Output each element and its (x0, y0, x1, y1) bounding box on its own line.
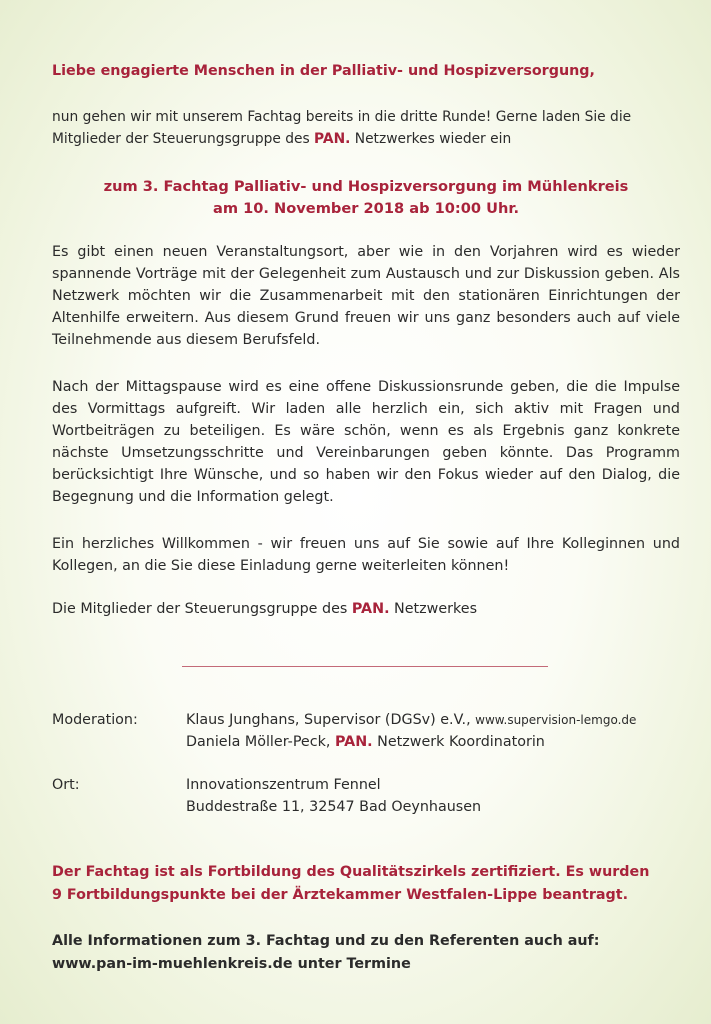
pan-logo-text: PAN. (351, 601, 390, 617)
moderator-2-role: Netzwerk Koordinatorin (372, 734, 545, 750)
moderation-label: Moderation: (52, 712, 138, 728)
intro-paragraph (52, 106, 682, 150)
event-date: am 10. November 2018 ab 10:00 Uhr. (212, 200, 520, 217)
paragraph-welcome: Ein herzliches Willkommen - wir freuen uns auf Sie sowie auf Ihre Kolleginnen und Kollegen, an die Sie diese Einladung gerne weiterleiten können! (52, 536, 680, 574)
intro-line-2 (52, 128, 682, 150)
location-label: Ort: (52, 777, 80, 793)
signature-text: Die Mitglieder der Steuerungsgruppe des (52, 601, 352, 617)
signature-end: Netzwerkes (389, 601, 478, 617)
more-info-line-1: Alle Informationen zum 3. Fachtag und zu den Referenten auch auf: (52, 933, 600, 949)
paragraph-program: Nach der Mittagspause wird es eine offene Diskussionsrunde geben, die die Impulse des Vormittags aufgreift. Wir laden alle herzlich ein, sich aktiv mit Fragen und Wortbeiträgen zu beteiligen. Es wäre schön, wenn es als Ergebnis ganz konkrete nächste Umsetzungsschritte und Vereinbarungen geben könnte. Das Programm berücksichtigt Ihre Wünsche, und so haben wir den Fokus wieder auf den Dialog, die Begegnung und die Information gelegt. (52, 379, 680, 505)
paragraph-venue: Es gibt einen neuen Veranstaltungsort, aber wie in den Vorjahren wird es wieder spannende Vorträge mit der Gelegenheit zum Austausch und zur Diskussion geben. Als Netzwerk möchten wir die Zusammenarbeit mit den stationären Einrichtungen der Altenhilfe erweitern. Aus diesem Grund freuen wir uns ganz besonders auch auf viele Teilnehmende aus diesem Berufsfeld. (52, 244, 680, 348)
intro-line-1: nun gehen wir mit unserem Fachtag bereits in die dritte Runde! Gerne laden Sie die (52, 109, 632, 125)
pan-logo-text: PAN. (334, 734, 373, 750)
more-info (52, 930, 692, 976)
moderator-2-name: Daniela Möller-Peck, (186, 734, 335, 750)
moderator-1-website: www.supervision-lemgo.de (475, 713, 637, 727)
salutation: Liebe engagierte Menschen in der Palliativ- und Hospizversorgung, (52, 63, 595, 79)
moderator-2 (186, 731, 636, 753)
more-info-url: www.pan-im-muehlenkreis.de unter Termine (52, 956, 411, 972)
event-title: zum 3. Fachtag Palliativ- und Hospizversorgung im Mühlenkreis (103, 178, 629, 195)
moderator-1 (186, 709, 636, 731)
event-heading (52, 176, 680, 220)
venue-address: Buddestraße 11, 32547 Bad Oeynhausen (186, 799, 482, 815)
intro-line-2-text: Mitglieder der Steuerungsgruppe des (52, 131, 315, 147)
venue-name: Innovationszentrum Fennel (186, 777, 381, 793)
moderation-value (186, 709, 636, 753)
moderator-1-name: Klaus Junghans, Supervisor (DGSv) e.V., (186, 712, 476, 728)
certification-line-2: 9 Fortbildungspunkte bei der Ärztekammer Westfalen-Lippe beantragt. (52, 887, 629, 903)
certification-note (52, 861, 692, 907)
certification-line-1: Der Fachtag ist als Fortbildung des Qualitätszirkels zertifiziert. Es wurden (52, 864, 650, 880)
intro-line-2-end: Netzwerkes wieder ein (350, 131, 512, 147)
divider-line (182, 666, 548, 667)
pan-logo-text: PAN. (314, 131, 351, 147)
signature (52, 598, 477, 620)
location-value (186, 774, 481, 818)
